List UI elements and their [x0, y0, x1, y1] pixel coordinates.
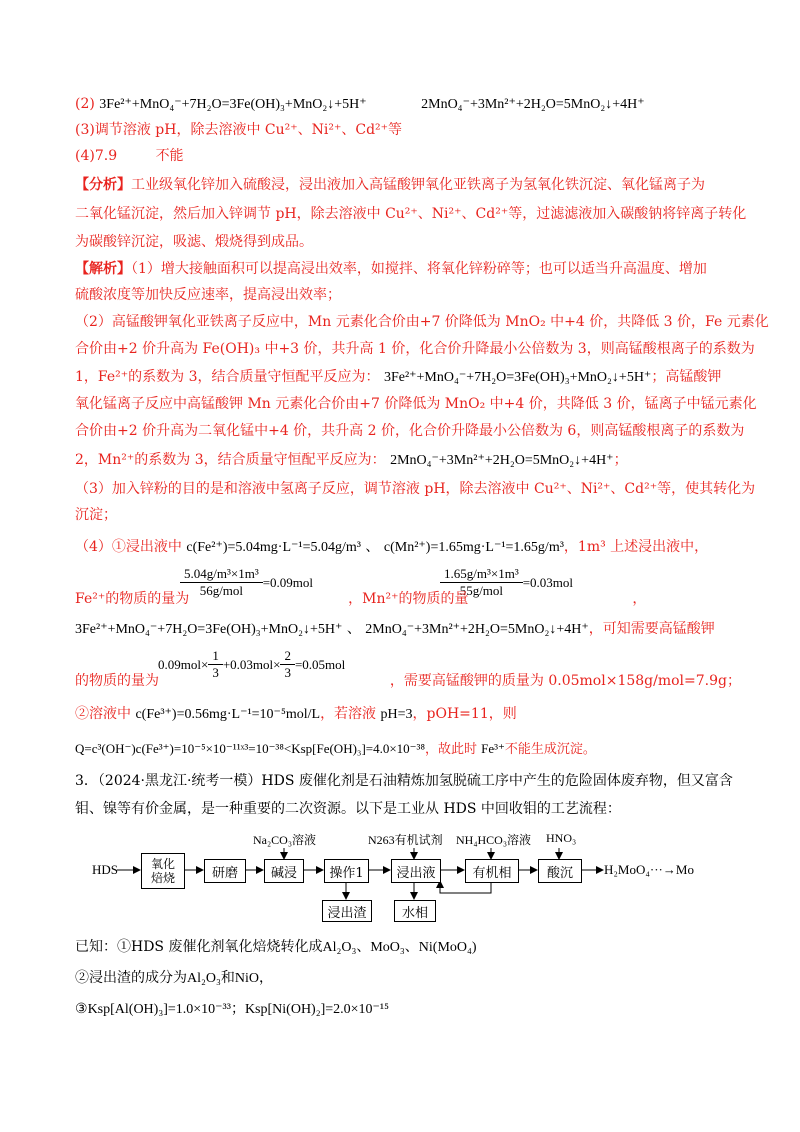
known-2-end: ， — [259, 970, 273, 986]
flow-box-grind: 研磨 — [204, 859, 246, 883]
explain-text-2c: 1，Fe²⁺的系数为 3，结合质量守恒配平反应为： — [75, 369, 380, 385]
fraction-fe-den: 56g/mol — [199, 583, 244, 598]
calc-frac2-den: 3 — [284, 665, 291, 680]
analysis-text-1: 工业级氧化锌加入硫酸浸，浸出液加入高锰酸钾氧化亚铁离子为氢氧化铁沉淀、氧化锰离子为 — [131, 177, 705, 193]
explain-p1b: 硫酸浓度等加快反应速率，提高浸出效率； — [75, 287, 341, 303]
explain-p2d: 氧化锰离子反应中高锰酸钾 Mn 元素化合价由+7 价降低为 MnO₂ 中+4 价，共降低 3 价，锰离子中锰元素化 — [75, 396, 757, 412]
analysis-line-3: 为碳酸锌沉淀，吸滤、煅烧得到成品。 — [75, 234, 313, 250]
known-3-label: ③ — [75, 1001, 88, 1017]
explain-p3a: （3）加入锌粉的目的是和溶液中氢离子反应，调节溶液 pH，除去溶液中 Cu²⁺、Ni²⁺、Cd²⁺等，使其转化为 — [75, 481, 756, 497]
flow-box-oxidation-label: 氧化焙烧 — [150, 857, 175, 885]
fe-concentration: c(Fe²⁺)=5.04mg·L⁻¹=5.04g/m³ — [186, 540, 361, 555]
known-2-nio: NiO — [234, 971, 259, 986]
equation-fe-mno4-2: 3Fe²⁺+MnO₄⁻+7H₂O=3Fe(OH)₃+MnO₂↓+5H⁺ — [75, 622, 343, 637]
explain-p2b: 合价由+2 价升高为 Fe(OH)₃ 中+3 价，共升高 1 价，化合价升降最小公倍数为 3，则高锰酸根离子的系数为 — [75, 341, 755, 357]
equation-fe-mno4-inline: 3Fe²⁺+MnO₄⁻+7H₂O=3Fe(OH)₃+MnO₂↓+5H⁺ — [383, 370, 652, 385]
flow-end: H₂MoO₄···→Mo — [604, 862, 694, 877]
flow-box-operation: 操作1 — [324, 859, 369, 883]
flow-box-organic: 有机相 — [465, 859, 519, 883]
analysis-line-2: 二氧化锰沉淀，然后加入锌调节 pH，除去溶液中 Cu²⁺、Ni²⁺、Cd²⁺等，过滤滤液加入碳酸钠将锌离子转化 — [75, 206, 747, 222]
separator: 、 — [365, 539, 380, 555]
equation-mno4-mn: 2MnO₄⁻+3Mn²⁺+2H₂O=5MnO₂↓+4H⁺ — [421, 97, 645, 112]
flow-start: HDS — [92, 862, 119, 877]
calc-part-a: 0.09mol× — [158, 656, 209, 672]
explain-text-2c-post: ；高锰酸钾 — [651, 369, 722, 385]
reagent-n263: N263有机试剂 — [368, 833, 443, 847]
explain-text-4d-post: ，需要高锰酸钾的质量为 0.05mol×158g/mol=7.9g； — [389, 673, 741, 689]
reagent-na2co3: Na₂CO₃溶液 — [253, 833, 317, 847]
explain-text-4a: （4）①浸出液中 — [75, 539, 182, 555]
answer-3: (3)调节溶液 pH，除去溶液中 Cu²⁺、Ni²⁺、Cd²⁺等 — [75, 122, 403, 138]
ph-value: pH=3 — [380, 707, 413, 722]
flow-box-aqueous: 水相 — [394, 900, 436, 922]
explain-text-4f-post: ，故此时 — [424, 742, 477, 757]
known-1 — [75, 938, 477, 957]
explain-text-4e-post: ，pOH=11，则 — [412, 706, 517, 722]
calc-part-b: +0.03mol× — [222, 656, 281, 672]
calc-frac2-num: 2 — [280, 648, 295, 665]
answer-4-word: 不能 — [155, 148, 184, 164]
reagent-nh4hco3: NH₄HCO₃溶液 — [456, 833, 532, 847]
flow-box-leachate: 浸出液 — [391, 859, 441, 883]
known-3 — [75, 1000, 389, 1019]
question-3-line-1: 3．（2024·黑龙江·统考一模）HDS 废催化剂是石油精炼加氢脱硫工序中产生的危险固体废弃物，但又富含 — [75, 773, 733, 789]
explain-text-4c-post: ，可知需要高锰酸钾 — [588, 621, 715, 637]
mn-amount-label: ，Mn²⁺的物质的量 — [348, 591, 469, 607]
explain-text-1a: （1）增大接触面积可以提高浸出效率，如搅拌、将氧化锌粉碎等；也可以适当升高温度、增加 — [131, 261, 707, 277]
known-1-label: 已知：①HDS 废催化剂氧化焙烧转化成 — [75, 939, 323, 955]
explain-text-2f: 2，Mn²⁺的系数为 3，结合质量守恒配平反应为： — [75, 452, 386, 468]
separator-2: 、 — [346, 621, 361, 637]
mn-concentration: c(Mn²⁺)=1.65mg·L⁻¹=1.65g/m³ — [383, 540, 564, 555]
known-3-ksp: Ksp[Al(OH)₃]=1.0×10⁻³³；Ksp[Ni(OH)₂]=2.0×10⁻¹⁵ — [87, 1002, 390, 1017]
known-2-label: ②浸出渣的成分为 — [75, 970, 187, 986]
equation-mno4-mn-inline: 2MnO₄⁻+3Mn²⁺+2H₂O=5MnO₂↓+4H⁺ — [390, 453, 614, 468]
explain-text-2f-post: ； — [613, 452, 628, 468]
question-3-line-2: 钼、镍等有价金属，是一种重要的二次资源。以下是工业从 HDS 中回收钼的工艺流程： — [75, 801, 621, 817]
fraction-mn-num: 1.65g/m³×1m³ — [440, 566, 523, 583]
known-2 — [75, 969, 273, 988]
explain-tag: 【解析】 — [75, 261, 131, 277]
flow-box-acid: 酸沉 — [538, 859, 582, 883]
analysis-tag: 【分析】 — [75, 177, 131, 193]
calc-part-c: =0.05mol — [294, 656, 346, 672]
fraction-mn-den: 55g/mol — [459, 583, 504, 598]
explain-text-4d: 的物质的量为 — [75, 673, 159, 689]
fraction-mn-result: =0.03mol — [522, 575, 574, 590]
fe3-concentration: c(Fe³⁺)=0.56mg·L⁻¹=10⁻⁵mol/L — [135, 707, 321, 722]
fe-amount-label: Fe²⁺的物质的量为 — [75, 591, 190, 607]
explain-text-4a-post: ，1m³ 上述浸出液中， — [563, 539, 709, 555]
known-2-al2o3: Al₂O₃ — [187, 971, 221, 986]
reagent-hno3: HNO₃ — [546, 831, 577, 845]
explain-p2e: 合价由+2 价升高为二氧化锰中+4 价，共升高 2 价，化合价升降最小公倍数为 6，则高锰酸根离子的系数为 — [75, 423, 745, 439]
flow-box-residue: 浸出渣 — [322, 900, 372, 922]
flow-box-oxidation — [141, 853, 185, 889]
answer-2-label: (2) — [75, 96, 95, 112]
explain-p2a: （2）高锰酸钾氧化亚铁离子反应中，Mn 元素化合价由+7 价降低为 MnO₂ 中+4 价，共降低 3 价，Fe 元素化 — [75, 314, 769, 330]
known-2-and: 和 — [220, 970, 235, 986]
equation-fe-mno4: 3Fe²⁺+MnO₄⁻+7H₂O=3Fe(OH)₃+MnO₂↓+5H⁺ — [99, 97, 367, 112]
flow-box-alkali: 碱浸 — [264, 859, 304, 883]
equation-mno4-mn-2: 2MnO₄⁻+3Mn²⁺+2H₂O=5MnO₂↓+4H⁺ — [365, 622, 589, 637]
fraction-fe-num: 5.04g/m³×1m³ — [180, 566, 263, 583]
calc-frac1-den: 3 — [212, 665, 219, 680]
explain-text-4e-mid: ，若溶液 — [320, 706, 377, 722]
answer-4-value: (4)7.9 — [75, 148, 118, 164]
fraction-fe-result: =0.09mol — [262, 575, 314, 590]
explain-p3b: 沉淀； — [75, 507, 117, 523]
explain-text-4f-end: 不能生成沉淀。 — [504, 742, 596, 757]
q-vs-ksp: Q=c³(OH⁻)c(Fe³⁺)=10⁻⁵×10⁻¹¹ˣ³=10⁻³⁸<Ksp[Fe(OH)₃]=4.0×10⁻³⁸ — [75, 741, 425, 756]
fe3-ion: Fe³⁺ — [481, 741, 505, 756]
explain-text-4b-end: ， — [632, 591, 647, 607]
calc-frac1-num: 1 — [208, 648, 223, 665]
known-1-formula: Al₂O₃、MoO₃、Ni(MoO₄) — [322, 940, 477, 955]
explain-text-4e: ②溶液中 — [75, 706, 131, 722]
